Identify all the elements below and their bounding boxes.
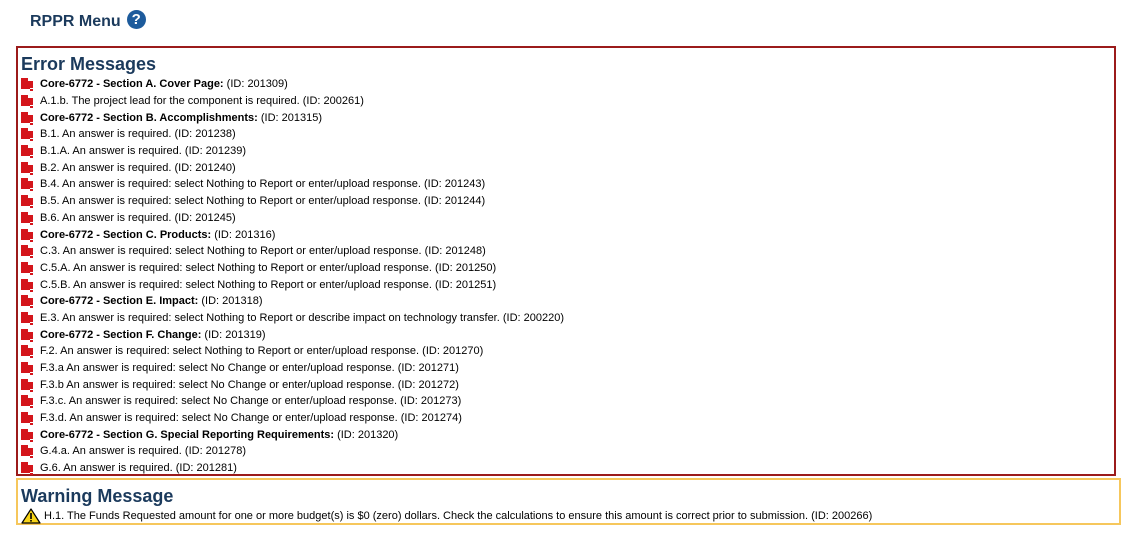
error-message-text: C.5.A. An answer is required: select Nothing to Report or enter/upload response. (ID: 201250) bbox=[40, 261, 497, 274]
error-document-icon bbox=[21, 128, 33, 140]
error-message-text: C.5.B. An answer is required: select Nothing to Report or enter/upload response. (ID: 201251) bbox=[40, 278, 497, 291]
error-document-icon bbox=[21, 78, 33, 90]
error-document-icon bbox=[21, 445, 33, 457]
error-message-text: B.1. An answer is required. (ID: 201238) bbox=[40, 128, 236, 141]
error-document-icon bbox=[21, 212, 33, 224]
error-message-text: B.4. An answer is required: select Nothing to Report or enter/upload response. (ID: 201243) bbox=[40, 178, 486, 191]
error-message-text: (ID: 201319) bbox=[201, 328, 266, 341]
error-message-item bbox=[21, 426, 1114, 443]
error-message-item bbox=[21, 109, 1114, 126]
warning-message-heading: Warning Message bbox=[21, 486, 174, 506]
error-message-item bbox=[21, 393, 1114, 410]
error-message-text: G.6. An answer is required. (ID: 201281) bbox=[40, 462, 237, 475]
error-message-text: (ID: 201316) bbox=[211, 228, 276, 241]
error-document-icon bbox=[21, 462, 33, 474]
error-message-text: B.5. An answer is required: select Nothing to Report or enter/upload response. (ID: 201244) bbox=[40, 195, 486, 208]
error-message-text: (ID: 201309) bbox=[223, 78, 288, 91]
warning-message-text: H.1. The Funds Requested amount for one or more budget(s) is $0 (zero) dollars. Check the calculations to ensure this amount is correct prior to submission. (ID: 200266) bbox=[44, 510, 873, 522]
error-document-icon bbox=[21, 395, 33, 407]
help-icon[interactable]: ? bbox=[127, 10, 146, 29]
page-header bbox=[30, 9, 146, 35]
error-message-item bbox=[21, 93, 1114, 110]
error-message-text: F.2. An answer is required: select Nothing to Report or enter/upload response. (ID: 201270) bbox=[40, 345, 484, 358]
error-message-text: F.3.a An answer is required: select No Change or enter/upload response. (ID: 201271) bbox=[40, 362, 459, 375]
error-document-icon bbox=[21, 245, 33, 257]
error-section-title: Core-6772 - Section F. Change: bbox=[40, 328, 202, 341]
error-message-text: (ID: 201315) bbox=[257, 111, 323, 124]
error-document-icon bbox=[21, 145, 33, 157]
error-message-item bbox=[21, 176, 1114, 193]
error-document-icon bbox=[21, 329, 33, 341]
error-message-item bbox=[21, 126, 1114, 143]
error-document-icon bbox=[21, 229, 33, 241]
error-message-item bbox=[21, 159, 1114, 176]
error-messages-heading: Error Messages bbox=[21, 54, 157, 74]
error-message-text: B.6. An answer is required. (ID: 201245) bbox=[40, 211, 236, 224]
error-document-icon bbox=[21, 312, 33, 324]
page-title: RPPR Menu bbox=[30, 13, 121, 30]
error-message-text: (ID: 201318) bbox=[198, 295, 263, 308]
error-message-text: F.3.b An answer is required: select No Change or enter/upload response. (ID: 201272) bbox=[40, 378, 459, 391]
error-section-title: Core-6772 - Section C. Products: bbox=[40, 228, 212, 241]
error-document-icon bbox=[21, 379, 33, 391]
error-message-item bbox=[21, 310, 1114, 327]
error-document-icon bbox=[21, 412, 33, 424]
error-message-item bbox=[21, 260, 1114, 277]
error-message-text: E.3. An answer is required: select Nothing to Report or describe impact on technology transfer. (ID: 200220) bbox=[40, 311, 564, 324]
error-message-text: C.3. An answer is required: select Nothing to Report or enter/upload response. (ID: 201248) bbox=[40, 245, 486, 258]
error-message-item bbox=[21, 360, 1114, 377]
error-message-text: (ID: 201320) bbox=[334, 428, 399, 441]
error-document-icon bbox=[21, 112, 33, 124]
error-message-item bbox=[21, 210, 1114, 227]
warning-message-panel bbox=[16, 478, 1121, 525]
error-document-icon bbox=[21, 429, 33, 441]
error-message-item bbox=[21, 193, 1114, 210]
error-message-text: B.1.A. An answer is required. (ID: 201239) bbox=[40, 145, 247, 158]
error-document-icon bbox=[21, 362, 33, 374]
error-message-item bbox=[21, 376, 1114, 393]
error-section-title: Core-6772 - Section E. Impact: bbox=[40, 295, 199, 308]
error-document-icon bbox=[21, 262, 33, 274]
warning-triangle-icon bbox=[21, 508, 41, 524]
error-message-text: B.2. An answer is required. (ID: 201240) bbox=[40, 161, 236, 174]
error-message-text: A.1.b. The project lead for the component is required. (ID: 200261) bbox=[40, 95, 364, 108]
error-message-text: G.4.a. An answer is required. (ID: 201278) bbox=[40, 445, 247, 458]
error-section-title: Core-6772 - Section A. Cover Page: bbox=[40, 78, 224, 91]
error-messages-panel bbox=[16, 46, 1116, 476]
error-document-icon bbox=[21, 295, 33, 307]
error-message-item bbox=[21, 443, 1114, 460]
error-document-icon bbox=[21, 95, 33, 107]
error-section-title: Core-6772 - Section G. Special Reporting Requirements: bbox=[40, 428, 335, 441]
error-message-text: F.3.c. An answer is required: select No Change or enter/upload response. (ID: 201273) bbox=[40, 395, 462, 408]
error-document-icon bbox=[21, 279, 33, 291]
error-message-item bbox=[21, 293, 1114, 310]
error-message-item bbox=[21, 460, 1114, 477]
error-document-icon bbox=[21, 178, 33, 190]
error-message-item bbox=[21, 143, 1114, 160]
error-document-icon bbox=[21, 195, 33, 207]
error-message-item bbox=[21, 276, 1114, 293]
error-document-icon bbox=[21, 345, 33, 357]
error-message-item bbox=[21, 76, 1114, 93]
error-message-item bbox=[21, 243, 1114, 260]
error-message-list bbox=[21, 76, 1114, 477]
warning-message-row bbox=[21, 508, 1119, 524]
error-message-item bbox=[21, 326, 1114, 343]
error-message-text: F.3.d. An answer is required: select No Change or enter/upload response. (ID: 201274) bbox=[40, 412, 462, 425]
error-message-item bbox=[21, 226, 1114, 243]
error-message-item bbox=[21, 410, 1114, 427]
error-message-item bbox=[21, 343, 1114, 360]
error-section-title: Core-6772 - Section B. Accomplishments: bbox=[40, 111, 258, 124]
error-document-icon bbox=[21, 162, 33, 174]
